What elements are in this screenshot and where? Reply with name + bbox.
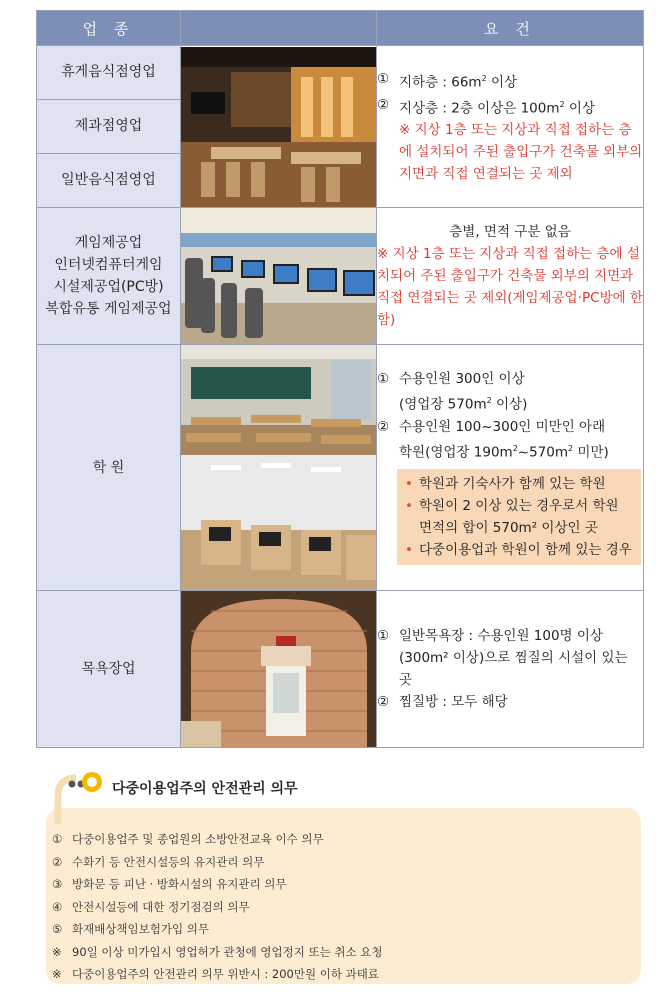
requirement-cell xyxy=(377,591,644,748)
classroom-photo xyxy=(181,345,377,591)
category-label: 학 원 xyxy=(92,459,125,476)
table-header-row xyxy=(37,11,644,46)
classroom-icon xyxy=(181,345,377,590)
category-label: 게임제공업 xyxy=(74,235,143,251)
requirement-item: ① 일반목욕장 : 수용인원 100명 이상 (300m² 이상)으로 찜질의 시설이 있는 곳 xyxy=(377,628,628,688)
list-item: ③ 방화문 등 피난 · 방화시설의 유지관리 의무 xyxy=(52,877,287,891)
requirement-item: ① 수용인원 300인 이상 (영업장 $570m^2$ 이상) xyxy=(377,371,528,413)
list-item: ① 다중이용업주 및 종업원의 소방안전교육 이수 의무 xyxy=(52,832,324,846)
table-row xyxy=(37,46,644,208)
category-label: 목욕장업 xyxy=(81,661,136,677)
restaurant-photo xyxy=(181,46,377,208)
category-cell xyxy=(37,591,181,748)
category-label: 휴게음식점영업 xyxy=(37,46,180,100)
header-category: 업 종 xyxy=(37,11,181,46)
restaurant-interior-icon xyxy=(181,47,377,207)
pc-room-photo xyxy=(181,208,377,345)
list-item: • 다중이용업과 학원이 함께 있는 경우 xyxy=(405,542,632,558)
list-item: ④ 안전시설등에 대한 정기점검의 의무 xyxy=(52,899,250,914)
category-label: 시설제공업(PC방) xyxy=(53,279,164,295)
note-item: ※ 90일 이상 미가입시 영업허가 관청에 영업정지 또는 취소 요청 xyxy=(52,944,383,959)
table-row xyxy=(37,345,644,591)
sauna-kiln-room-icon xyxy=(181,591,377,747)
category-label: 제과점영업 xyxy=(37,100,180,154)
list-item: ② 수화기 등 안전시설등의 유지관리 의무 xyxy=(52,854,265,869)
requirement-cell xyxy=(377,208,644,345)
list-item: ⑤ 화재배상책임보험가입 의무 xyxy=(52,922,209,936)
category-cell xyxy=(37,345,181,591)
category-label: 복합유통 게임제공업 xyxy=(45,301,172,317)
duties-list xyxy=(52,828,383,986)
exclusion-note: ※ 지상 1층 또는 지상과 직접 접하는 층에 설치되어 주된 출입구가 건축물 외부의 지면과 직접 연결되는 곳 제외 xyxy=(399,122,643,182)
note-item: ※ 다중이용업주의 안전관리 의무 위반시 : 200만원 이하 과태료 xyxy=(52,967,379,981)
requirement-cell xyxy=(377,345,644,591)
list-item: • 학원과 기숙사가 함께 있는 학원 xyxy=(405,476,606,492)
requirement-cell xyxy=(377,46,644,208)
academy-conditions-box xyxy=(397,469,641,565)
requirement-item: ① 지하층 : $66m^2$ 이상 xyxy=(377,71,518,91)
requirement-item: ② 수용인원 100~300인 미만인 아래 학원(영업장 $190m^2\sim 570m^2$ 미만) xyxy=(377,418,609,460)
duties-title: 다중이용업주의 안전관리 의무 xyxy=(112,781,298,797)
sauna-photo xyxy=(181,591,377,748)
requirement-item: ② 지상층 : 2층 이상은 $100m^2$ 이상 xyxy=(377,96,595,116)
category-label: 일반음식점영업 xyxy=(61,172,156,188)
table-row xyxy=(37,208,644,345)
category-cell xyxy=(37,46,181,208)
requirement-item: ② 찜질방 : 모두 해당 xyxy=(377,694,508,710)
table-row xyxy=(37,591,644,748)
category-cell xyxy=(37,208,181,345)
list-item: • 학원이 2 이상 있는 경우로서 학원 면적의 합이 570m² 이상인 곳 xyxy=(405,498,619,536)
category-label: 인터넷컴퓨터게임 xyxy=(54,257,163,273)
pc-room-icon xyxy=(181,208,377,344)
no-distinction-text: 층별, 면적 구분 없음 xyxy=(449,224,571,240)
exclusion-note: ※ 지상 1층 또는 지상과 직접 접하는 층에 설치되어 주된 출입구가 건축물 외부의 지면과 직접 연결되는 곳 제외(게임제공업·PC방에 한함) xyxy=(377,246,643,328)
business-requirements-table xyxy=(36,10,644,748)
bullet-dots-icon xyxy=(52,764,112,824)
header-requirement: 요 건 xyxy=(377,11,644,46)
